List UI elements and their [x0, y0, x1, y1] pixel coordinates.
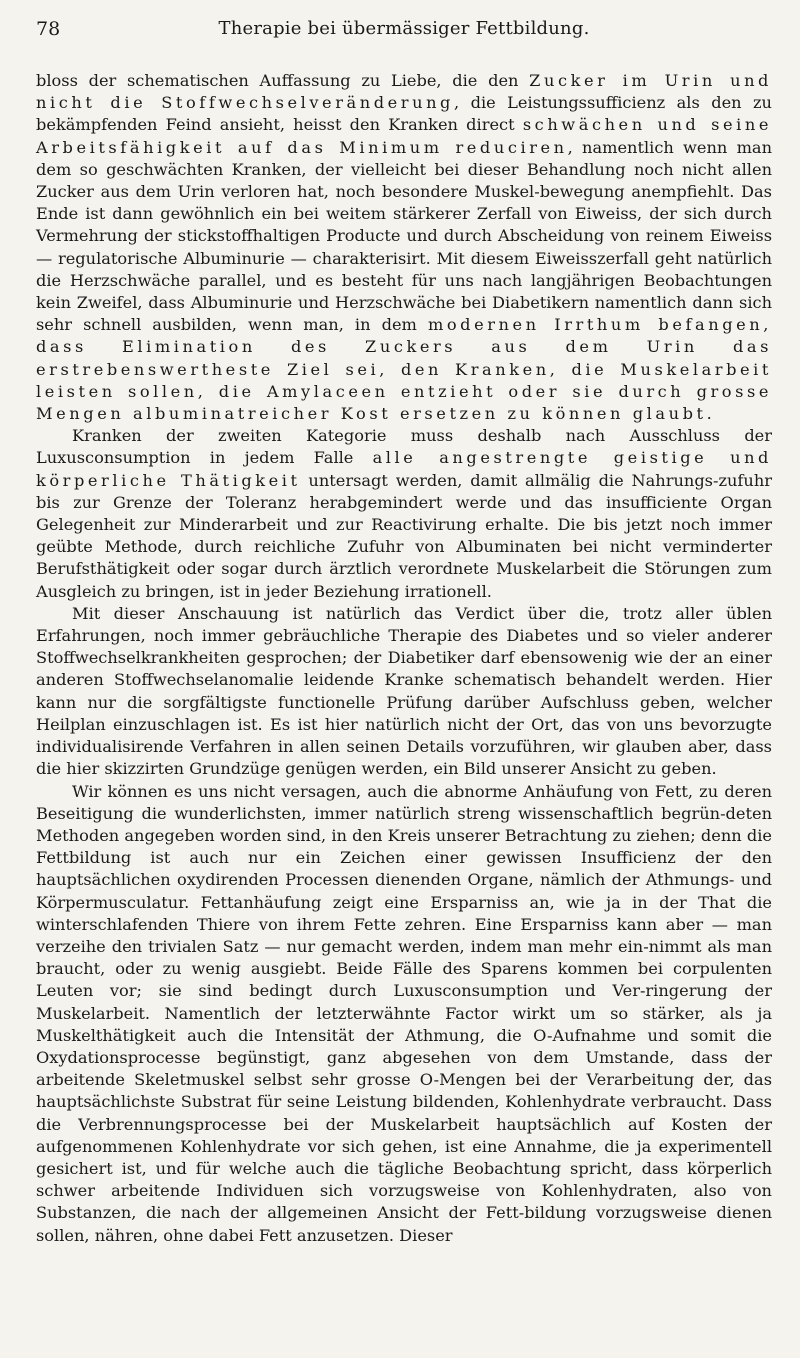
paragraph-3 — [36, 603, 772, 781]
text-segment: bloss der schematischen Auffassung zu Liebe, die den — [36, 71, 530, 90]
text-segment: Kranken der zweiten Kategorie muss deshalb nach Ausschluss der Luxusconsumption in jedem Falle — [36, 426, 772, 468]
running-title: Therapie bei übermässiger Fettbildung. — [218, 18, 590, 39]
text-segment: Mit dieser Anschauung ist natürlich das Verdict über die, trotz aller üblen Erfahrungen, noch immer gebräuchliche Therapie des Diabetes und so vieler anderer Stoffwechselkrankheiten gesprochen; der Diabetiker darf ebensowenig wie der an einer anderen Stoffwechselanomalie leidende Kranke schematisch behandelt werden. Hier kann nur die sorgfältigste functionelle Prüfung darüber Aufschluss geben, welcher Heilplan einzuschlagen ist. Es ist hier natürlich nicht der Ort, das von uns bevorzugte individualisirende Verfahren in allen seinen Details vorzuführen, wir glauben aber, dass die hier skizzirten Grundzüge genügen werden, ein Bild unserer Ansicht zu geben. — [36, 603, 772, 779]
paragraph-4 — [36, 781, 772, 1247]
emphasis-segment: alle angestrengte geistige und körperliche Thätigkeit — [36, 448, 772, 490]
paragraph-1 — [36, 70, 772, 425]
text-segment: untersagt werden, damit allmälig die Nahrungs-zufuhr bis zur Grenze der Toleranz herabgemindert werde und das insufficiente Organ Gelegenheit zur Minderarbeit und zur Reactivirung erhalte. Die bis jetzt noch immer geübte Methode, durch reichliche Zufuhr von Albuminaten bei nicht verminderter Berufsthätigkeit oder sogar durch ärztlich verordnete Muskelarbeit die Störungen zum Ausgleich zu bringen, ist in jeder Beziehung irrationell. — [36, 470, 772, 601]
text-segment: , namentlich wenn man dem so geschwächten Kranken, der vielleicht bei dieser Behandlung noch nicht allen Zucker aus dem Urin verloren hat, noch besondere Muskel-bewegung anempfiehlt. Das Ende ist dann gewöhnlich ein bei weitem stärkerer Zerfall von Eiweiss, der sich durch Vermehrung der stickstoffhaltigen Producte und durch Abscheidung von reinem Eiweiss — regulatorische Albuminurie — charakterisirt. Mit diesem Eiweisszerfall geht natürlich die Herzschwäche parallel, und es besteht für uns nach langjährigen Beobachtungen kein Zweifel, dass Albuminurie und Herzschwäche bei Diabetikern namentlich dann sich sehr schnell ausbilden, wenn man, in dem — [36, 137, 772, 335]
body-text — [36, 70, 772, 1247]
page-number: 78 — [36, 18, 61, 40]
text-segment: , die Leistungssufficienz als den zu bekämpfenden Feind ansieht, heisst den Kranken direct — [36, 93, 772, 135]
page-header — [36, 14, 772, 44]
text-segment: Wir können es uns nicht versagen, auch die abnorme Anhäufung von Fett, zu deren Beseitigung die wunderlichsten, immer natürlich streng wissenschaftlich begrün-deten Methoden angegeben worden sind, in den Kreis unserer Betrachtung zu ziehen; denn die Fettbildung ist auch nur ein Zeichen einer gewissen Insufficienz der den hauptsächlichen oxydirenden Processen dienenden Organe, nämlich der Athmungs- und Körpermusculatur. Fettanhäufung zeigt eine Ersparniss an, wie ja in der That die winterschlafenden Thiere von ihrem Fette zehren. Eine Ersparniss kann aber — man verzeihe den trivialen Satz — nur gemacht werden, indem man mehr ein-nimmt als man braucht, oder zu wenig ausgiebt. Beide Fälle des Sparens kommen bei corpulenten Leuten vor; sie sind bedingt durch Luxusconsumption und Ver-ringerung der Muskelarbeit. Namentlich der letzterwähnte Factor wirkt um so stärker, als ja Muskelthätigkeit auch die Intensität der Athmung, die O-Aufnahme und somit die Oxydationsprocesse begünstigt, ganz abgesehen von dem Umstande, dass der arbeitende Skeletmuskel selbst sehr grosse O-Mengen bei der Verarbeitung der, das hauptsächlichste Substrat für seine Leistung bildenden, Kohlenhydrate verbraucht. Dass die Verbrennungsprocesse bei der Muskelarbeit hauptsächlich auf Kosten der aufgenommenen Kohlenhydrate vor sich gehen, ist eine Annahme, die ja experimentell gesichert ist, und für welche auch die tägliche Beobachtung spricht, dass körperlich schwer arbeitende Individuen sich vorzugsweise von Kohlenhydraten, also von Substanzen, die nach der allgemeinen Ansicht der Fett-bildung vorzugsweise dienen sollen, nähren, ohne dabei Fett anzusetzen. Dieser — [36, 781, 772, 1245]
emphasis-segment: modernen Irrthum befangen, dass Elimination des Zuckers aus dem Urin das erstrebenswertheste Ziel sei, den Kranken, die Muskelarbeit leisten sollen, die Amylaceen entzieht oder sie durch grosse Mengen albuminatreicher Kost ersetzen zu können glaubt. — [36, 315, 773, 424]
emphasis-segment: Zucker im Urin und nicht die Stoffwechselveränderung — [36, 71, 772, 113]
emphasis-segment: schwächen und seine Arbeitsfähigkeit auf das Minimum reduciren — [36, 115, 773, 157]
paragraph-2 — [36, 425, 772, 603]
